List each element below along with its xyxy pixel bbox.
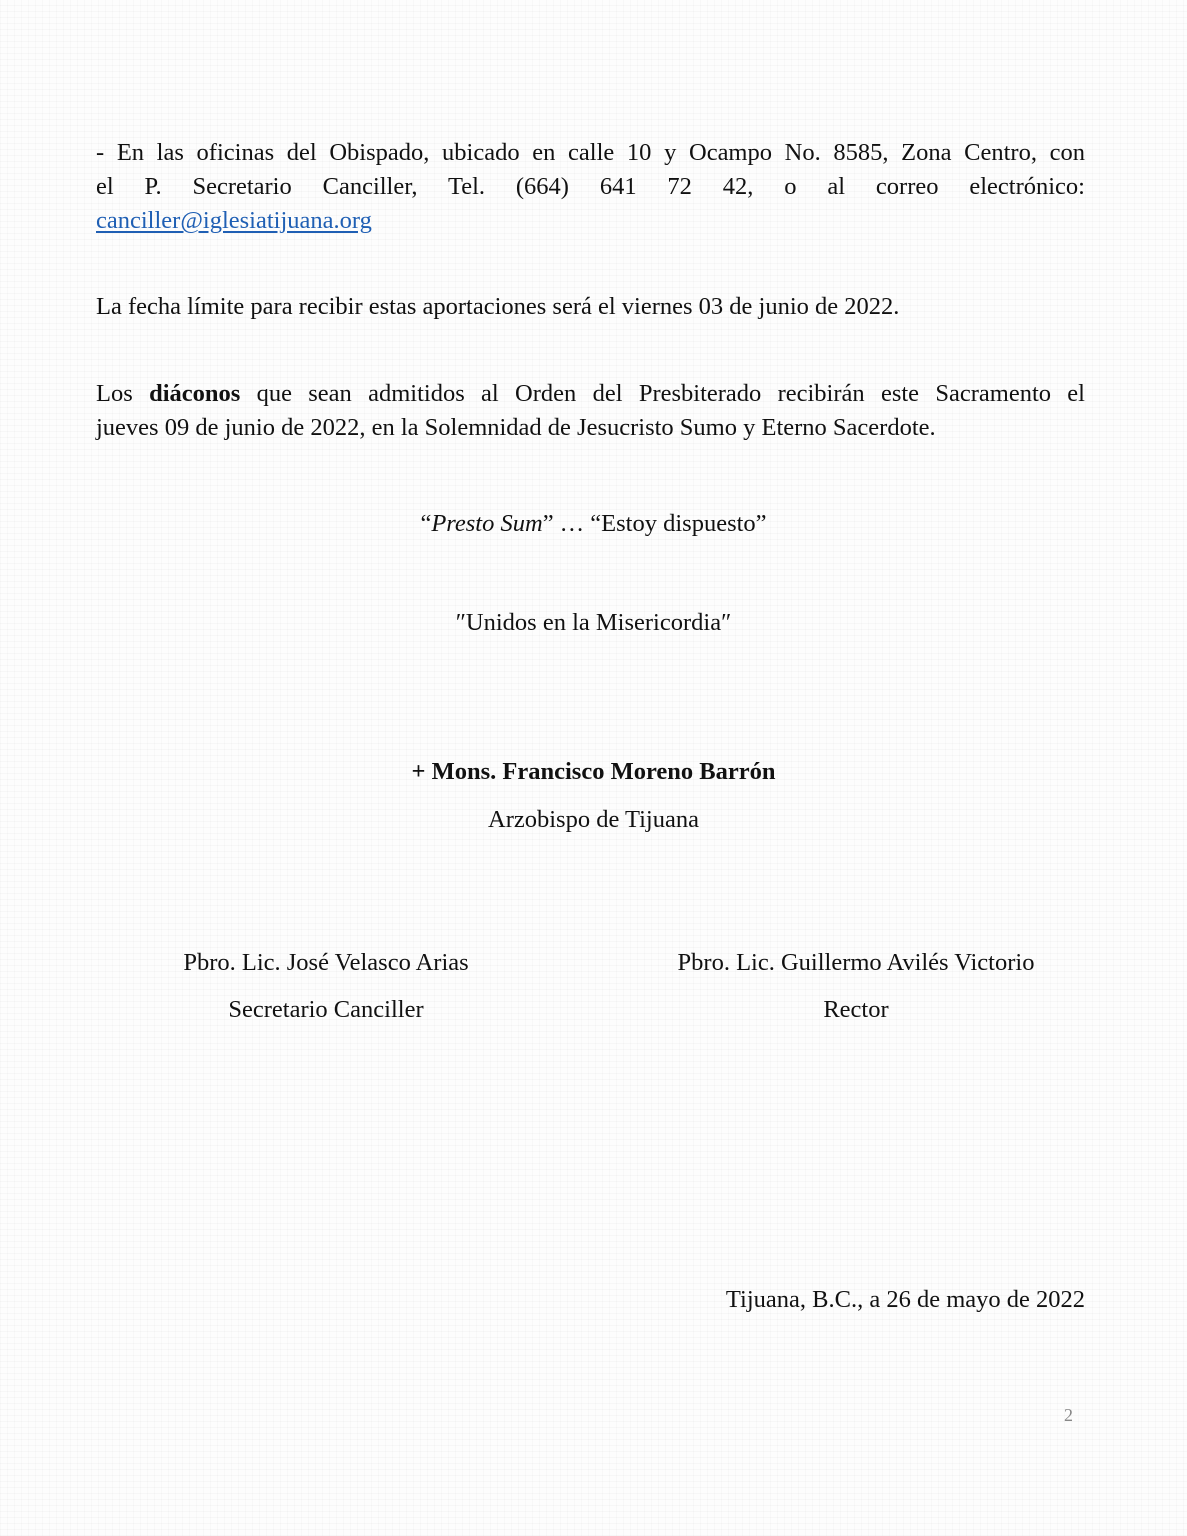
page-number: 2 — [1064, 1405, 1073, 1425]
deacons-prefix: Los — [96, 380, 150, 407]
deacons-line-1 — [96, 377, 1085, 411]
deadline-paragraph: La fecha límite para recibir estas aportaciones será el viernes 03 de junio de 2022. — [96, 293, 900, 320]
motto-open-quote: “ — [420, 510, 432, 537]
deacons-paragraph — [96, 377, 1085, 445]
email-link[interactable]: canciller@iglesiatijuana.org — [96, 207, 372, 234]
signatory-1-role: Secretario Canciller — [228, 996, 424, 1023]
motto-translation: ” … “Estoy dispuesto” — [542, 510, 767, 537]
office-line-2: el P. Secretario Canciller, Tel. (664) 641 72 42, o al correo electrónico: — [96, 173, 1085, 200]
office-line-1: - En las oficinas del Obispado, ubicado en calle 10 y Ocampo No. 8585, Zona Centro, con — [96, 139, 1085, 166]
signatory-2-role: Rector — [823, 996, 889, 1023]
archbishop-title: Arzobispo de Tijuana — [488, 806, 699, 833]
motto-presto-sum — [0, 510, 1187, 538]
deacons-bold-word: diáconos — [149, 380, 241, 407]
signatory-1-name: Pbro. Lic. José Velasco Arias — [183, 949, 469, 976]
office-paragraph — [96, 136, 1085, 238]
place-date: Tijuana, B.C., a 26 de mayo de 2022 — [725, 1286, 1085, 1313]
deacons-line-1-rest: que sean admitidos al Orden del Presbiterado recibirán este Sacramento el — [240, 380, 1085, 407]
motto-unidos: ″Unidos en la Misericordia″ — [455, 609, 732, 636]
archbishop-name: + Mons. Francisco Moreno Barrón — [411, 758, 776, 785]
motto-latin: Presto Sum — [431, 510, 543, 537]
signatory-2-name: Pbro. Lic. Guillermo Avilés Victorio — [677, 949, 1035, 976]
deacons-line-2: jueves 09 de junio de 2022, en la Solemnidad de Jesucristo Sumo y Eterno Sacerdote. — [96, 414, 936, 441]
